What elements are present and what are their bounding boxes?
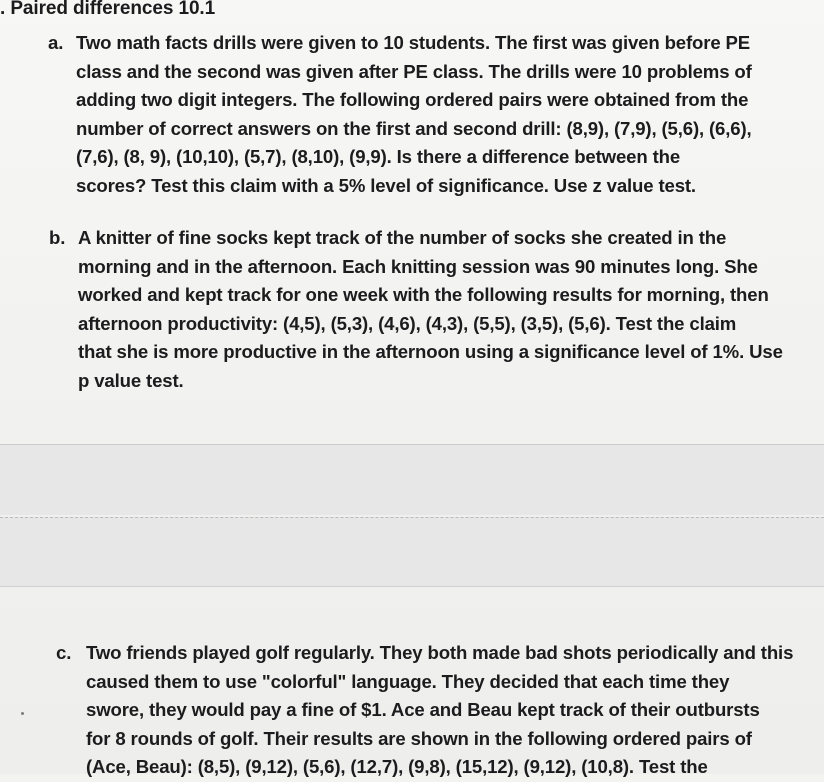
- question-a-line: scores? Test this claim with a 5% level of significance. Use z value test.: [76, 174, 696, 196]
- question-b-line: afternoon productivity: (4,5), (5,3), (4,6), (4,3), (5,5), (3,5), (5,6). Test the claim: [78, 312, 737, 334]
- question-c-line: swore, they would pay a fine of $1. Ace and Beau kept track of their outbursts: [86, 699, 760, 720]
- answer-space-band: [0, 517, 824, 587]
- question-c: [56, 639, 793, 782]
- question-b-line: p value test.: [78, 369, 184, 391]
- question-c-line: for 8 rounds of golf. Their results are shown in the following ordered pairs of: [86, 727, 752, 749]
- stray-mark: [21, 712, 24, 715]
- question-b-text: [78, 224, 783, 395]
- question-c-line: Two friends played golf regularly. They both made bad shots periodically and this: [86, 642, 794, 663]
- question-b: [49, 224, 783, 395]
- question-a-line: class and the second was given after PE class. The drills were 10 problems of: [76, 60, 752, 82]
- question-a-marker: a.: [48, 32, 64, 53]
- question-a: [48, 29, 752, 200]
- question-b-line: that she is more productive in the afternoon using a significance level of 1%. Use: [78, 341, 783, 362]
- question-c-marker: c.: [56, 642, 72, 663]
- question-a-text: [76, 29, 752, 200]
- question-a-line: Two math facts drills were given to 10 students. The first was given before PE: [76, 32, 751, 53]
- question-b-line: worked and kept track for one week with the following results for morning, then: [78, 284, 769, 305]
- question-b-line: morning and in the afternoon. Each knitting session was 90 minutes long. She: [78, 255, 758, 277]
- question-a-line: adding two digit integers. The following ordered pairs were obtained from the: [76, 89, 749, 110]
- question-c-line: (Ace, Beau): (8,5), (9,12), (5,6), (12,7), (9,8), (15,12), (9,12), (10,8). Test the: [86, 756, 708, 777]
- question-a-line: number of correct answers on the first and second drill: (8,9), (7,9), (5,6), (6,6),: [76, 117, 752, 139]
- worksheet-heading: . Paired differences 10.1: [0, 0, 216, 19]
- answer-space-band: [0, 444, 824, 515]
- question-c-text: [86, 639, 793, 782]
- question-b-marker: b.: [49, 227, 66, 248]
- question-b-line: A knitter of fine socks kept track of the number of socks she created in the: [78, 227, 727, 248]
- question-a-line: (7,6), (8, 9), (10,10), (5,7), (8,10), (9,9). Is there a difference between the: [76, 146, 681, 167]
- question-c-line: caused them to use "colorful" language. They decided that each time they: [86, 670, 730, 692]
